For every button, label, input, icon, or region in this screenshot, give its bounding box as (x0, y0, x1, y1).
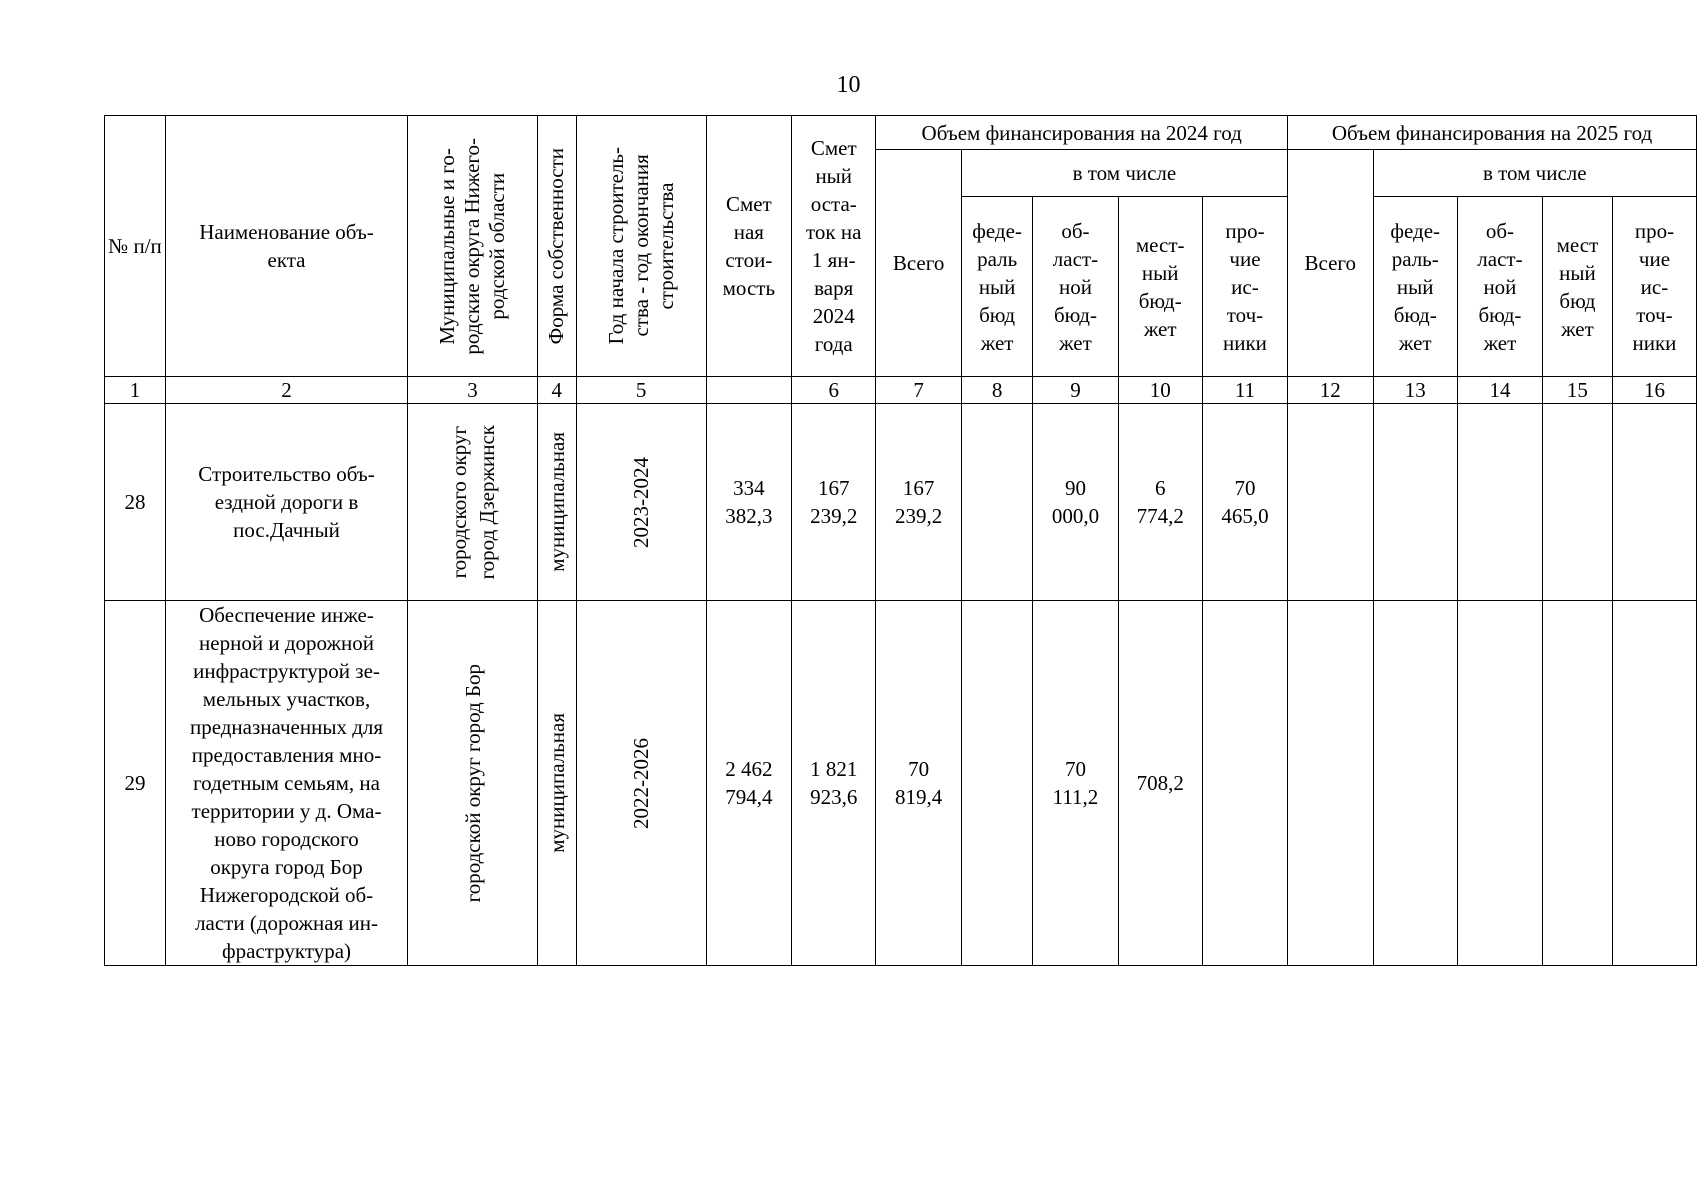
header-other-2024: про- чие ис- точ- ники (1202, 197, 1287, 377)
row-other-2024 (1202, 601, 1287, 966)
table-row (105, 404, 1697, 601)
row-local-2025 (1542, 404, 1612, 601)
header-regional-2024: об- ласт- ной бюд- жет (1033, 197, 1118, 377)
header-local-2024: мест- ный бюд- жет (1118, 197, 1202, 377)
row-total-2024: 70 819,4 (876, 601, 961, 966)
row-local-2025 (1542, 601, 1612, 966)
page-number: 10 (836, 72, 861, 98)
row-municipality: городского округ город Дзержинск (446, 424, 499, 580)
column-number: 3 (408, 377, 538, 404)
row-federal-2024 (961, 601, 1033, 966)
column-number: 15 (1542, 377, 1612, 404)
row-years: 2023-2024 (629, 456, 654, 548)
row-ownership-cell (538, 404, 577, 601)
row-estimated-cost: 334 382,3 (706, 404, 792, 601)
header-including-2024: в том числе (961, 150, 1287, 197)
column-number-row (105, 377, 1697, 404)
row-years-cell (576, 404, 706, 601)
header-ownership: Форма собственности (544, 147, 569, 345)
header-other-2025: про- чие ис- точ- ники (1612, 197, 1696, 377)
header-total-2025: Всего (1288, 150, 1373, 377)
row-total-2024: 167 239,2 (876, 404, 961, 601)
row-ownership: муниципальная (544, 432, 569, 572)
row-ownership: муниципальная (544, 713, 569, 853)
row-num: 28 (105, 404, 166, 601)
header-name: Наименование объ- екта (165, 116, 407, 377)
header-municipality-cell (408, 116, 538, 377)
column-number (706, 377, 792, 404)
column-number: 7 (876, 377, 961, 404)
row-other-2025 (1612, 601, 1696, 966)
row-estimated-balance: 1 821 923,6 (792, 601, 876, 966)
header-estimated-cost: Смет ная стои- мость (706, 116, 792, 377)
column-number: 4 (538, 377, 577, 404)
row-federal-2025 (1373, 404, 1457, 601)
financing-table (104, 115, 1697, 966)
header-group-2024: Объем финансирования на 2024 год (876, 116, 1288, 150)
header-including-2025: в том числе (1373, 150, 1696, 197)
row-years: 2022-2026 (629, 737, 654, 829)
row-municipality: городской округ город Бор (460, 663, 485, 903)
header-years: Год начала строитель- ства - год окончания строительства (603, 147, 678, 345)
row-other-2025 (1612, 404, 1696, 601)
row-name: Обеспечение инже- нерной и дорожной инфраструктурой зе- мельных участков, предназначенных для предоставления мно- годетным семьям, на территории у д. Ома- ново городского округа город Бор Нижегородской об- ласти (дорожная ин- фраструктура) (165, 601, 407, 966)
table-row (105, 601, 1697, 966)
column-number: 5 (576, 377, 706, 404)
row-municipality-cell (408, 601, 538, 966)
row-regional-2024: 70 111,2 (1033, 601, 1118, 966)
column-number: 12 (1288, 377, 1373, 404)
column-number: 11 (1202, 377, 1287, 404)
row-estimated-balance: 167 239,2 (792, 404, 876, 601)
row-local-2024: 6 774,2 (1118, 404, 1202, 601)
row-municipality-cell (408, 404, 538, 601)
column-number: 1 (105, 377, 166, 404)
header-local-2025: мест ный бюд жет (1542, 197, 1612, 377)
header-federal-2025: феде- раль- ный бюд- жет (1373, 197, 1457, 377)
header-municipality: Муниципальные и го- родские округа Нижего- родской области (435, 137, 510, 355)
row-total-2025 (1288, 404, 1373, 601)
row-other-2024: 70 465,0 (1202, 404, 1287, 601)
header-ownership-cell (538, 116, 577, 377)
column-number: 10 (1118, 377, 1202, 404)
row-total-2025 (1288, 601, 1373, 966)
column-number: 16 (1612, 377, 1696, 404)
row-federal-2024 (961, 404, 1033, 601)
column-number: 9 (1033, 377, 1118, 404)
row-estimated-cost: 2 462 794,4 (706, 601, 792, 966)
header-estimated-balance: Смет ный оста- ток на 1 ян- варя 2024 года (792, 116, 876, 377)
row-regional-2025 (1457, 404, 1542, 601)
row-years-cell (576, 601, 706, 966)
column-number: 6 (792, 377, 876, 404)
header-regional-2025: об- ласт- ной бюд- жет (1457, 197, 1542, 377)
header-federal-2024: феде- раль ный бюд жет (961, 197, 1033, 377)
header-total-2024: Всего (876, 150, 961, 377)
row-local-2024: 708,2 (1118, 601, 1202, 966)
row-federal-2025 (1373, 601, 1457, 966)
column-number: 14 (1457, 377, 1542, 404)
column-number: 2 (165, 377, 407, 404)
header-group-2025: Объем финансирования на 2025 год (1288, 116, 1697, 150)
header-num: № п/п (105, 116, 166, 377)
header-row-1 (105, 116, 1697, 150)
row-regional-2024: 90 000,0 (1033, 404, 1118, 601)
row-regional-2025 (1457, 601, 1542, 966)
column-number: 13 (1373, 377, 1457, 404)
row-ownership-cell (538, 601, 577, 966)
row-name: Строительство объ- ездной дороги в пос.Дачный (165, 404, 407, 601)
column-number: 8 (961, 377, 1033, 404)
row-num: 29 (105, 601, 166, 966)
header-years-cell (576, 116, 706, 377)
